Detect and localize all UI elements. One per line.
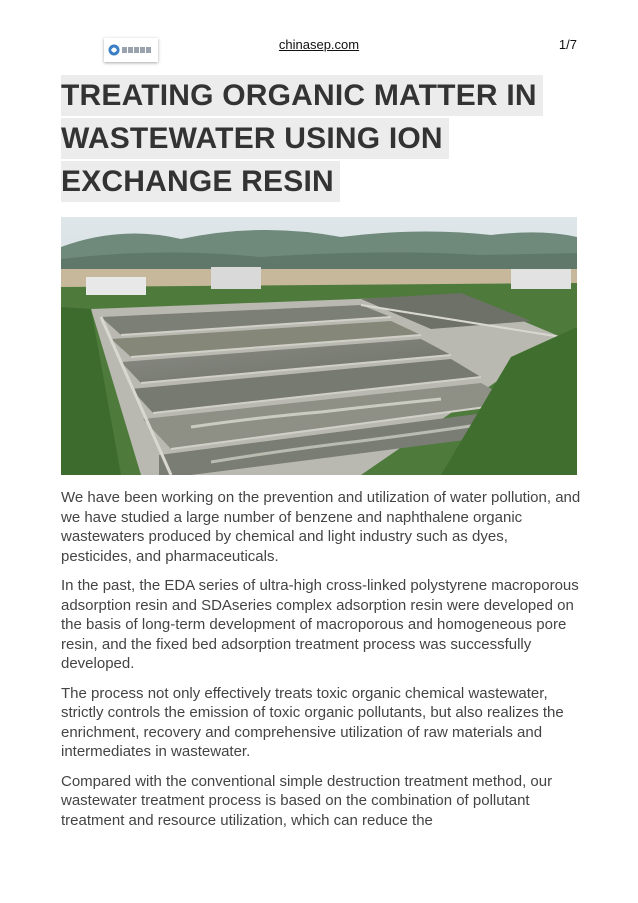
paragraph-3: The process not only effectively treats toxic organic chemical wastewater, strictly controls the emission of toxic organic pollutants, but also realizes the enrichment, recovery and comprehensive utilization of raw materials and intermediates in wastewater. [61,684,564,760]
site-link[interactable]: chinasep.com [278,37,360,52]
paragraph-2: In the past, the EDA series of ultra-high cross-linked polystyrene macroporous adsorption resin and SDAseries complex adsorption resin were developed on the basis of long-term development of macroporous and homogeneous pore resin, and the fixed bed adsorption treatment process was successfully developed. [61,577,579,672]
paragraph-1: We have been working on the prevention and utilization of water pollution, and we have studied a large number of benzene and naphthalene organic wastewaters produced by chemical and light industry such as dyes, pesticides, and pharmaceuticals. [61,489,581,565]
title-line-1: TREATING ORGANIC MATTER IN [61,75,543,116]
title-line-2: WASTEWATER USING ION [61,118,449,159]
article-body [61,488,581,840]
wastewater-treatment-plant-photo [61,217,577,475]
page-number: 1/7 [558,37,577,52]
paragraph-4: Compared with the conventional simple destruction treatment method, our wastewater treatment process is based on the combination of pollutant treatment and resource utilization, which can reduce the [61,772,553,829]
title-line-3: EXCHANGE RESIN [61,161,340,202]
document-title [61,75,543,204]
